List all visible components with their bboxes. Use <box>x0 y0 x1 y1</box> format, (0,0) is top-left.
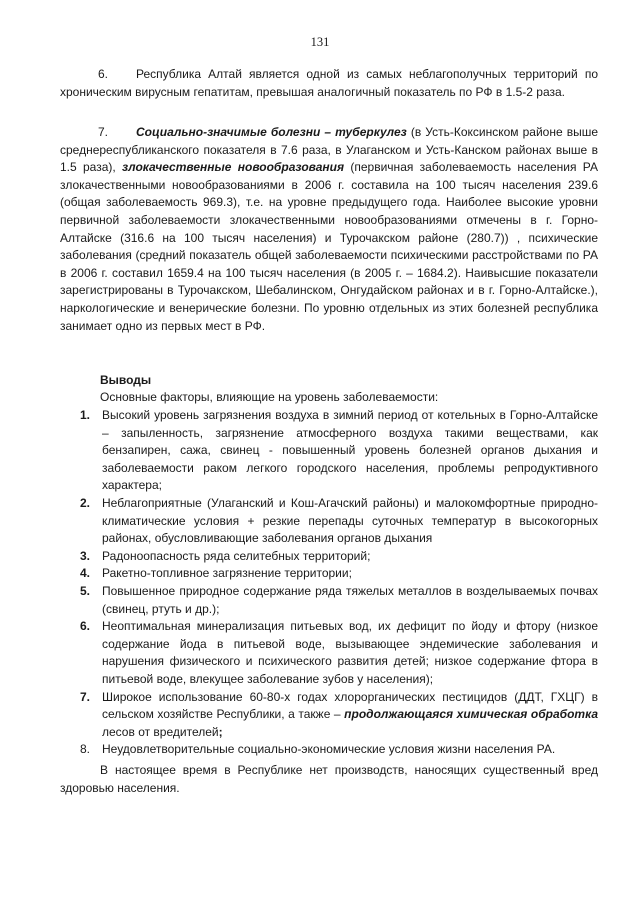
list-item-text: Радоноопасность ряда селитебных территорий; <box>102 548 371 563</box>
page-number: 131 <box>310 35 330 49</box>
list-item-text: Ракетно-топливное загрязнение территории; <box>102 566 352 581</box>
list-item-number: 6. <box>80 619 91 634</box>
list-item-number: 5. <box>80 583 91 598</box>
list-item-number: 7. <box>80 689 91 704</box>
list-item <box>80 689 598 742</box>
paragraph-6 <box>60 66 598 101</box>
paragraph-7 <box>60 124 598 335</box>
list-item-text-b: лесов от вредителей <box>102 724 219 739</box>
list-item-semicolon: ; <box>218 724 223 739</box>
list-item-number: 1. <box>80 408 91 422</box>
conclusions-heading: Выводы <box>100 373 152 387</box>
paragraph-7-text-a: (в Усть-Коксинском районе выше среднереспубликанского показателя в 7.6 раза, в Улаганском и Усть-Канском районах выше в 1.5 раза), <box>60 125 598 175</box>
paragraph-6-text: Республика Алтай является одной из самых неблагополучных территорий по хроническим вирусным гепатитам, превышая аналогичный показатель по РФ в 1.5-2 раза. <box>60 67 598 99</box>
paragraph-7-term-neoplasms: злокачественные новообразования <box>122 160 345 175</box>
list-item-number: 2. <box>80 495 91 510</box>
list-item-number: 8. <box>80 742 91 757</box>
list-item <box>80 407 598 495</box>
list-item-number: 3. <box>80 548 91 563</box>
list-item <box>80 548 598 566</box>
list-item <box>80 565 598 583</box>
list-item <box>80 618 598 688</box>
list-item-text: Неудовлетворительные социально-экономические условия жизни населения РА. <box>102 742 556 757</box>
list-item-number: 4. <box>80 566 91 581</box>
paragraph-7-number: 7. <box>98 125 109 139</box>
closing-paragraph: В настоящее время в Республике нет производств, наносящих существенный вред здоровью населения. <box>60 763 598 795</box>
paragraph-7-term-tuberculosis: Социально-значимые болезни – туберкулез <box>136 125 407 139</box>
list-item-text: Повышенное природное содержание ряда тяжелых металлов в возделываемых почвах (свинец, ртуть и др.); <box>102 583 598 616</box>
factors-list <box>80 407 598 759</box>
list-item-text: Неоптимальная минерализация питьевых вод, их дефицит по йоду и фтору (низкое содержание йода в питьевой воде, вызывающее эндемические заболевания и нарушения физического и психического развития детей; низкое содержание фтора в питьевой воде, влекущее заболевание зубов у населения); <box>102 619 598 686</box>
list-item <box>80 741 598 759</box>
conclusions-intro: Основные факторы, влияющие на уровень заболеваемости: <box>100 390 439 404</box>
paragraph-7-text-b: (первичная заболеваемость населения РА злокачественными новообразованиями в 2006 г. составила на 100 тысяч населения 239.6 (общая заболеваемость 969.3), т.е. на уровне предыдущего года. Наиболее высокие уровни первичной заболеваемости злокачественными новообразованиями отмечены в г. Горно-Алтайске (316.6 на 100 тысяч населения) и Турочакском районе (280.7)) , психические заболевания (средний показатель общей заболеваемости психическими расстройствами по РА в 2006 г. составил 1659.4 на 100 тысяч населения (в 2005 г. – 1684.2). Наивысшие показатели зарегистрированы в Турочакском, Шебалинском, Онгудайском районах и в г. Горно-Алтайске.), наркологические и венерические болезни. По уровню отдельных из этих болезней республика занимает одно из первых мест в РФ. <box>60 160 598 333</box>
list-item-text: Высокий уровень загрязнения воздуха в зимний период от котельных в Горно-Алтайске – запыленность, загрязнение атмосферного воздуха такими веществами, как бензапирен, сажа, свинец - повышенный уровень болезней органов дыхания и заболеваемости раком легкого городского населения, проблемы репродуктивного характера; <box>102 408 598 493</box>
list-item-emphasis: продолжающаяся химическая обработка <box>344 707 598 722</box>
paragraph-6-number: 6. <box>98 67 109 81</box>
list-item-text: Неблагоприятные (Улаганский и Кош-Агачский районы) и малокомфортные природно-климатические условия + резкие перепады суточных температур в высокогорных районах, обусловливающие заболевания органов дыхания <box>102 495 598 546</box>
list-item <box>80 583 598 618</box>
list-item-text-a: Широкое использование 60-80-х годах хлорорганических пестицидов (ДДТ, ГХЦГ) в сельском хозяйстве Республики, а также – <box>102 689 598 722</box>
list-item <box>80 495 598 548</box>
